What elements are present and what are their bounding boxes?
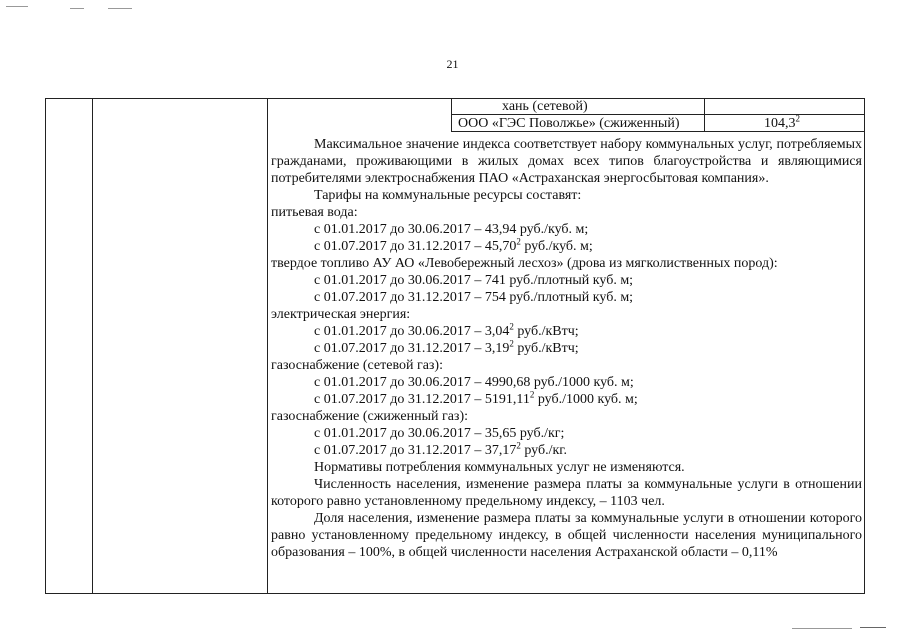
group-heading-liquefied-gas: газоснабжение (сжиженный газ): [271,409,469,424]
paragraph-share: Доля населения, изменение размера платы за коммунальные услуги в отношении которого равно установленному предельному индексу, в общей численности населения муниципального образования – 100%, в общей численности населения Астраханской области – 0,11% [271,511,862,560]
tariff-item: с 01.07.2017 до 31.12.2017 – 37,17$^2$ руб./кг. [314,440,567,458]
table-right-border [864,98,865,594]
column-divider-1 [92,98,93,594]
tariff-item: с 01.07.2017 до 31.12.2017 – 5191,11$^2$ руб./1000 куб. м; [314,389,638,407]
group-heading-water: питьевая вода: [271,205,358,220]
group-heading-solid-fuel: твердое топливо АУ АО «Левобережный лесхоз» (дрова из мягколиственных пород): [271,256,778,271]
inner-row2-name: ООО «ГЭС Поволжье» (сжиженный) [458,116,680,131]
inner-table-mid-divider [704,98,705,132]
table-left-border [45,98,46,594]
table-top-border [45,98,865,99]
inner-row1-text: хань (сетевой) [502,99,588,114]
column-divider-2 [267,98,268,594]
inner-row2-value [764,115,800,132]
scan-speck [792,628,852,629]
scan-speck [860,627,886,628]
group-heading-network-gas: газоснабжение (сетевой газ): [271,358,443,373]
scan-speck [108,8,132,9]
inner-row1-name [502,98,588,115]
inner-table-left-border [451,98,452,132]
paragraph-norms: Нормативы потребления коммунальных услуг не изменяются. [314,460,685,475]
tariff-item: с 01.07.2017 до 31.12.2017 – 3,19$^2$ руб./кВтч; [314,338,579,356]
scan-speck [70,8,84,9]
tariff-item: с 01.07.2017 до 31.12.2017 – 754 руб./плотный куб. м; [314,290,634,305]
paragraph-max-index: Максимальное значение индекса соответствует набору коммунальных услуг, потребляемых гражданами, проживающими в жилых домах всех типов благоустройства и являющимися потребителями электроснабжения ПАО «Астраханская энергосбытовая компания». [271,137,862,186]
inner-row2-number: 104,3 [764,116,796,131]
scan-speck [6,6,28,7]
tariffs-intro: Тарифы на коммунальные ресурсы составят: [314,188,582,203]
group-heading-electricity: электрическая энергия: [271,307,411,322]
tariff-item: с 01.01.2017 до 30.06.2017 – 35,65 руб./кг; [314,426,565,441]
document-body [271,136,862,561]
tariff-item: с 01.01.2017 до 30.06.2017 – 4990,68 руб./1000 куб. м; [314,375,634,390]
table-bottom-border [45,593,865,594]
tariff-item: с 01.01.2017 до 30.06.2017 – 43,94 руб./куб. м; [314,222,589,237]
page-number: 21 [446,57,459,71]
tariff-item: с 01.07.2017 до 31.12.2017 – 45,70$^2$ руб./куб. м; [314,236,593,254]
tariff-item: с 01.01.2017 до 30.06.2017 – 3,04$^2$ руб./кВтч; [314,321,579,339]
paragraph-population: Численность населения, изменение размера платы за коммунальные услуги в отношении которого равно установленному предельному индексу, – 1103 чел. [271,477,862,509]
inner-row2-superscript: 2 [795,113,800,124]
tariff-item: с 01.01.2017 до 30.06.2017 – 741 руб./плотный куб. м; [314,273,634,288]
